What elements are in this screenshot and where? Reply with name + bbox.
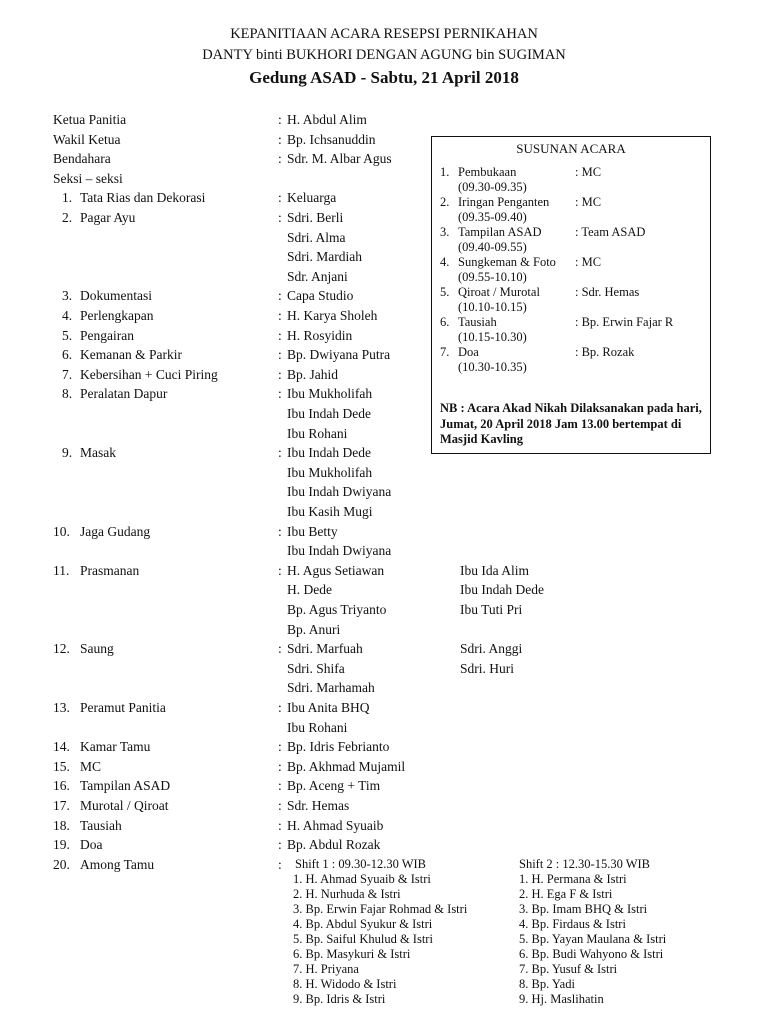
agenda-item-name: Doa [458, 345, 479, 359]
section-number: 18. [53, 817, 70, 833]
section-number: 16. [53, 778, 70, 794]
agenda-item-name: Pembukaan [458, 165, 517, 179]
member-name: H. Karya Sholeh [287, 308, 378, 323]
section-number: 6. [62, 347, 73, 363]
agenda-item-time: (10.10-10.15) [458, 300, 527, 314]
section-number: 11. [53, 562, 70, 578]
section-label: Tampilan ASAD [80, 778, 171, 794]
colon-separator: : [278, 366, 282, 382]
member-name: Bp. Idris Febrianto [287, 739, 390, 755]
venue-date: Gedung ASAD - Sabtu, 21 April 2018 [249, 68, 519, 87]
section-number: 5. [62, 327, 73, 343]
colon-separator: : [278, 641, 282, 657]
colon-separator: : [278, 837, 282, 853]
guest-host-shift2: 4. Bp. Firdaus & Istri [519, 917, 626, 931]
agenda-item-time: (09.35-09.40) [458, 210, 527, 224]
guest-host-shift2: 7. Bp. Yusuf & Istri [519, 962, 618, 976]
agenda-number: 2. [440, 195, 450, 209]
section-number: 13. [53, 700, 70, 715]
section-number: 1. [62, 190, 73, 206]
agenda-item-name: Tausiah [458, 315, 497, 329]
member-name: Sdri. Alma [287, 229, 346, 245]
section-label: Saung [80, 641, 114, 657]
colon-separator: : [278, 817, 282, 833]
colon-separator: : [278, 700, 282, 715]
agenda-note: NB : Acara Akad Nikah Dilaksanakan pada hari, Jumat, 20 April 2018 Jam 13.00 bertempat di Masjid Kavling [440, 401, 702, 446]
section-number: 7. [62, 366, 73, 382]
section-label: MC [80, 758, 102, 774]
agenda-item-person: : MC [575, 195, 602, 209]
member-name: H. Dede [287, 582, 332, 598]
section-number: 17. [53, 798, 70, 813]
member-name: Ibu Indah Dede [287, 445, 371, 461]
shift1-title: Shift 1 : 09.30-12.30 WIB [295, 857, 427, 871]
section-label: Pagar Ayu [80, 210, 136, 225]
member-name-extra: Ibu Tuti Pri [460, 602, 523, 617]
agenda-item-name: Tampilan ASAD [458, 225, 542, 239]
agenda-number: 1. [440, 165, 450, 179]
member-name: Capa Studio [287, 288, 354, 304]
section-label: Murotal / Qiroat [80, 798, 169, 813]
member-name: Bp. Akhmad Mujamil [287, 758, 406, 774]
section-label: Seksi – seksi [53, 170, 123, 186]
guest-host-shift2: 5. Bp. Yayan Maulana & Istri [519, 932, 667, 946]
agenda-number: 3. [440, 225, 450, 239]
agenda-box [431, 136, 711, 454]
section-label: Kamar Tamu [80, 739, 151, 755]
agenda-item-person: : Bp. Rozak [575, 345, 635, 359]
guest-host-shift2: 9. Hj. Maslihatin [519, 992, 604, 1006]
member-name: Ibu Mukholifah [287, 386, 373, 402]
member-name: Ibu Rohani [287, 425, 348, 441]
colon-separator: : [278, 112, 282, 127]
guest-host-shift1: 6. Bp. Masykuri & Istri [293, 947, 411, 961]
member-name: Sdri. Berli [287, 210, 344, 225]
section-label: Perlengkapan [80, 308, 154, 323]
agenda-number: 5. [440, 285, 450, 299]
guest-host-shift1: 2. H. Nurhuda & Istri [293, 887, 401, 901]
guest-host-shift1: 3. Bp. Erwin Fajar Rohmad & Istri [293, 902, 468, 916]
member-name-extra: Ibu Indah Dede [460, 582, 544, 598]
member-name: Ibu Rohani [287, 719, 348, 735]
agenda-item-time: (10.30-10.35) [458, 360, 527, 374]
member-name: H. Ahmad Syuaib [287, 817, 384, 833]
member-name: Sdr. M. Albar Agus [287, 151, 392, 167]
member-name: Sdr. Hemas [287, 798, 350, 813]
agenda-item-name: Qiroat / Murotal [458, 285, 540, 299]
member-name: H. Agus Setiawan [287, 562, 385, 578]
shift2-title: Shift 2 : 12.30-15.30 WIB [519, 857, 651, 871]
colon-separator: : [278, 523, 282, 539]
member-name: H. Rosyidin [287, 327, 353, 343]
section-number: 9. [62, 445, 73, 461]
guest-host-shift1: 4. Bp. Abdul Syukur & Istri [293, 917, 433, 931]
agenda-item-person: : Sdr. Hemas [575, 285, 640, 299]
member-name: Ibu Anita BHQ [287, 700, 370, 715]
member-name-extra: Ibu Ida Alim [460, 562, 529, 578]
colon-separator: : [278, 778, 282, 794]
section-number: 15. [53, 758, 70, 774]
section-number: 10. [53, 523, 70, 539]
colon-separator: : [278, 327, 282, 343]
guest-host-shift2: 3. Bp. Imam BHQ & Istri [519, 902, 648, 916]
agenda-title: SUSUNAN ACARA [516, 141, 626, 156]
section-label: Kebersihan + Cuci Piring [80, 366, 218, 382]
colon-separator: : [278, 758, 282, 774]
member-name: Bp. Aceng + Tim [287, 778, 381, 794]
section-label: Masak [80, 445, 116, 461]
colon-separator: : [278, 190, 282, 206]
member-name: Ibu Kasih Mugi [287, 504, 373, 519]
colon-separator: : [278, 562, 282, 578]
guest-host-shift1: 8. H. Widodo & Istri [293, 977, 397, 991]
guest-host-shift1: 1. H. Ahmad Syuaib & Istri [293, 872, 431, 886]
section-label: Kemanan & Parkir [80, 347, 182, 363]
member-name-extra: Sdri. Huri [460, 660, 514, 676]
section-label: Peralatan Dapur [80, 386, 168, 402]
guest-host-shift2: 6. Bp. Budi Wahyono & Istri [519, 947, 664, 961]
guest-host-shift1: 5. Bp. Saiful Khulud & Istri [293, 932, 433, 946]
section-label: Dokumentasi [80, 288, 152, 304]
colon-separator: : [278, 288, 282, 304]
member-name: Ibu Indah Dwiyana [287, 543, 392, 559]
member-name: Bp. Dwiyana Putra [287, 347, 391, 363]
section-label: Tata Rias dan Dekorasi [80, 190, 206, 206]
colon-separator: : [278, 739, 282, 755]
colon-separator: : [278, 347, 282, 363]
member-name: H. Abdul Alim [287, 112, 367, 127]
section-number: 14. [53, 739, 70, 755]
guest-host-shift2: 1. H. Permana & Istri [519, 872, 627, 886]
section-label: Bendahara [53, 151, 111, 167]
colon-separator: : [278, 131, 282, 147]
member-name: Bp. Anuri [287, 621, 341, 637]
section-label: Jaga Gudang [80, 523, 151, 539]
member-name: Sdri. Mardiah [287, 249, 362, 265]
section-label: Pengairan [80, 327, 134, 343]
section-label: Ketua Panitia [53, 112, 127, 127]
agenda-item-person: : MC [575, 165, 602, 179]
agenda-item-person: : MC [575, 255, 602, 269]
section-label: Prasmanan [80, 562, 140, 578]
member-name: Sdri. Shifa [287, 660, 345, 676]
member-name: Sdri. Marfuah [287, 641, 363, 657]
agenda-number: 7. [440, 345, 450, 359]
guest-host-shift1: 7. H. Priyana [293, 962, 359, 976]
agenda-item-person: : Bp. Erwin Fajar R [575, 315, 674, 329]
agenda-number: 6. [440, 315, 450, 329]
member-name: Bp. Abdul Rozak [287, 837, 381, 853]
member-name-extra: Sdri. Anggi [460, 641, 523, 657]
section-label: Doa [80, 837, 103, 853]
member-name: Ibu Indah Dwiyana [287, 484, 392, 500]
guest-host-shift2: 2. H. Ega F & Istri [519, 887, 613, 901]
section-number: 8. [62, 386, 73, 402]
agenda-item-name: Sungkeman & Foto [458, 255, 556, 269]
section-label: Tausiah [80, 817, 122, 833]
couple-names: DANTY binti BUKHORI DENGAN AGUNG bin SUGIMAN [202, 47, 566, 63]
colon-separator: : [278, 798, 282, 813]
colon-separator: : [278, 210, 282, 225]
member-name: Ibu Indah Dede [287, 406, 371, 421]
member-name: Ibu Betty [287, 523, 338, 539]
member-name: Sdr. Anjani [287, 268, 348, 284]
member-name: Ibu Mukholifah [287, 464, 373, 480]
agenda-item-time: (09.40-09.55) [458, 240, 527, 254]
section-number: 2. [62, 210, 73, 225]
colon-separator: : [278, 308, 282, 323]
colon-separator: : [278, 386, 282, 402]
member-name: Bp. Jahid [287, 366, 339, 382]
member-name: Keluarga [287, 190, 337, 206]
agenda-item-name: Iringan Penganten [458, 195, 550, 209]
member-name: Sdri. Marhamah [287, 680, 375, 696]
agenda-item-person: : Team ASAD [575, 225, 646, 239]
colon-separator: : [278, 856, 282, 872]
agenda-item-time: (09.55-10.10) [458, 270, 527, 284]
section-label: Peramut Panitia [80, 700, 166, 715]
member-name: Bp. Agus Triyanto [287, 602, 387, 617]
section-number: 4. [62, 308, 73, 323]
section-number: 19. [53, 837, 70, 853]
document-title: KEPANITIAAN ACARA RESEPSI PERNIKAHAN [230, 26, 538, 42]
section-number: 20. [53, 856, 70, 872]
agenda-item-time: (10.15-10.30) [458, 330, 527, 344]
colon-separator: : [278, 445, 282, 461]
member-name: Bp. Ichsanuddin [287, 131, 376, 147]
section-number: 3. [62, 288, 73, 304]
guest-host-shift2: 8. Bp. Yadi [519, 977, 575, 991]
colon-separator: : [278, 151, 282, 167]
section-number: 12. [53, 641, 70, 657]
section-label: Among Tamu [80, 856, 155, 872]
guest-host-shift1: 9. Bp. Idris & Istri [293, 992, 386, 1006]
agenda-number: 4. [440, 255, 450, 269]
agenda-item-time: (09.30-09.35) [458, 180, 527, 194]
section-label: Wakil Ketua [53, 131, 121, 147]
